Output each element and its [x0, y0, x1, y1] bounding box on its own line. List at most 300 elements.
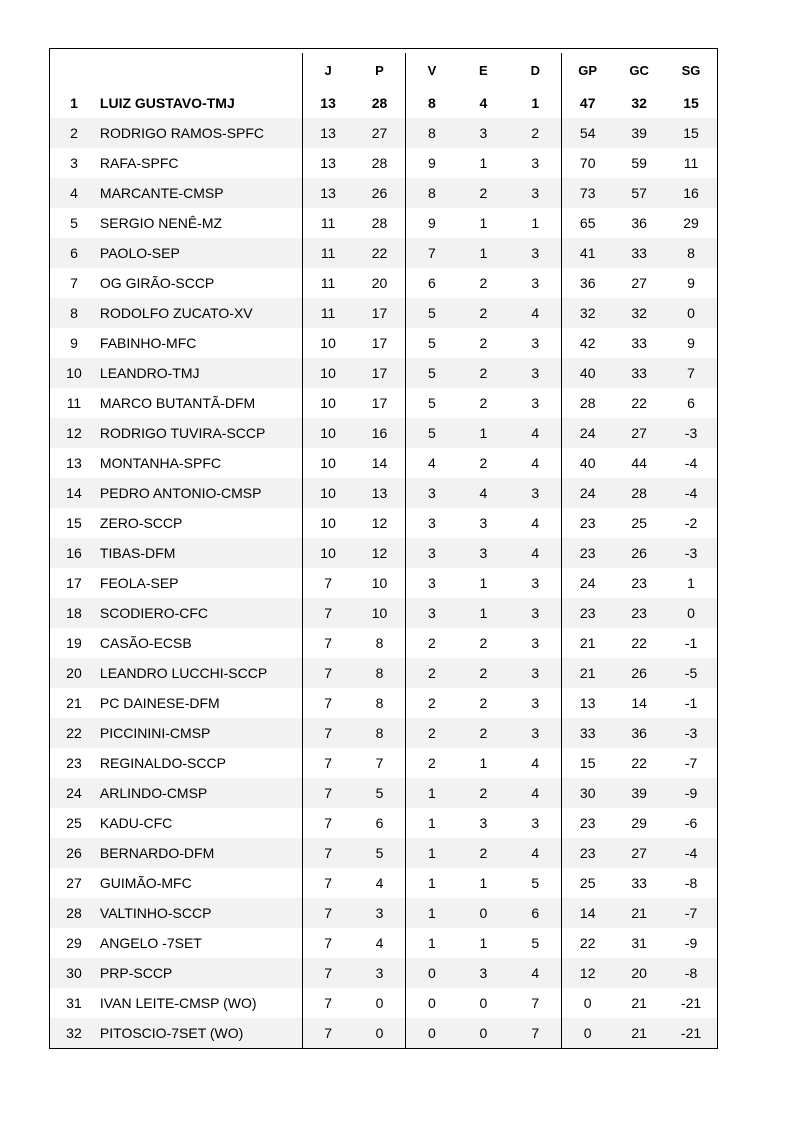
cell-gc: 59	[631, 155, 647, 171]
cell-pos: 5	[70, 215, 78, 231]
cell-pos: 4	[70, 185, 78, 201]
table-row	[50, 388, 717, 418]
cell-v: 5	[405, 358, 457, 388]
cell-d: 4	[531, 845, 540, 861]
cell-v: 9	[405, 148, 457, 178]
cell-gc: 36	[631, 725, 647, 741]
table-row	[50, 598, 717, 628]
cell-e: 1	[479, 155, 488, 171]
cell-j: 7	[302, 688, 354, 718]
cell-p: 8	[375, 665, 384, 681]
cell-e: 0	[479, 1025, 488, 1041]
table-row	[50, 658, 717, 688]
cell-v: 4	[405, 448, 457, 478]
cell-name: OG GIRÃO-SCCP	[99, 275, 215, 291]
cell-e: 3	[479, 125, 488, 141]
cell-gc: 25	[631, 515, 647, 531]
cell-gc: 26	[631, 665, 647, 681]
cell-e: 2	[479, 635, 488, 651]
cell-e: 1	[479, 935, 488, 951]
cell-pos: 18	[66, 605, 82, 621]
cell-v: 3	[405, 478, 457, 508]
cell-p: 3	[375, 965, 384, 981]
cell-gc: 22	[631, 395, 647, 411]
cell-name: ARLINDO-CMSP	[99, 785, 208, 801]
cell-d: 4	[531, 455, 540, 471]
cell-p: 8	[375, 725, 384, 741]
cell-gc: 21	[631, 905, 647, 921]
cell-j: 7	[302, 1018, 354, 1048]
cell-gc: 33	[631, 875, 647, 891]
cell-pos: 24	[66, 785, 82, 801]
cell-sg: -7	[684, 755, 698, 771]
cell-gp: 14	[561, 898, 613, 928]
cell-p: 22	[371, 245, 388, 261]
table-row	[50, 118, 717, 148]
table-row	[50, 1018, 717, 1048]
cell-sg: 7	[687, 365, 695, 381]
cell-e: 3	[479, 965, 488, 981]
cell-sg: 0	[687, 605, 695, 621]
cell-p: 10	[371, 605, 388, 621]
cell-name: PICCININI-CMSP	[99, 725, 211, 741]
cell-v: 2	[405, 718, 457, 748]
cell-name: VALTINHO-SCCP	[99, 905, 212, 921]
cell-gc: 33	[631, 365, 647, 381]
cell-d: 3	[531, 575, 540, 591]
cell-gp: 30	[561, 778, 613, 808]
cell-gc: 14	[631, 695, 647, 711]
cell-j: 10	[302, 328, 354, 358]
cell-j: 7	[302, 898, 354, 928]
cell-p: 17	[371, 395, 388, 411]
cell-name: RODRIGO TUVIRA-SCCP	[99, 425, 266, 441]
cell-sg: 11	[683, 155, 699, 171]
cell-gp: 41	[561, 238, 613, 268]
cell-pos: 14	[66, 485, 82, 501]
cell-v: 1	[405, 928, 457, 958]
cell-pos: 22	[66, 725, 82, 741]
cell-j: 11	[302, 238, 354, 268]
cell-j: 7	[302, 868, 354, 898]
cell-pos: 17	[66, 575, 82, 591]
cell-name: FABINHO-MFC	[99, 335, 197, 351]
cell-v: 5	[405, 298, 457, 328]
cell-j: 7	[302, 958, 354, 988]
header-j: J	[302, 53, 354, 88]
cell-v: 5	[405, 328, 457, 358]
cell-e: 2	[479, 395, 488, 411]
cell-p: 20	[371, 275, 388, 291]
cell-v: 1	[405, 898, 457, 928]
cell-p: 27	[371, 125, 388, 141]
cell-d: 3	[531, 335, 540, 351]
cell-pos: 29	[66, 935, 82, 951]
cell-j: 7	[302, 598, 354, 628]
cell-d: 6	[531, 905, 540, 921]
cell-j: 10	[302, 388, 354, 418]
cell-v: 8	[405, 118, 457, 148]
cell-v: 1	[405, 868, 457, 898]
cell-v: 5	[405, 418, 457, 448]
cell-pos: 2	[70, 125, 78, 141]
cell-sg: 15	[683, 95, 699, 111]
table-header-row	[50, 49, 717, 88]
cell-p: 28	[371, 155, 388, 171]
table-row	[50, 298, 717, 328]
cell-sg: 0	[687, 305, 695, 321]
cell-v: 8	[405, 88, 457, 118]
table-row	[50, 628, 717, 658]
cell-e: 2	[479, 845, 488, 861]
cell-v: 2	[405, 688, 457, 718]
cell-d: 3	[531, 665, 540, 681]
cell-e: 1	[479, 575, 488, 591]
table-row	[50, 328, 717, 358]
cell-sg: -5	[684, 665, 698, 681]
table-row	[50, 178, 717, 208]
cell-p: 12	[371, 515, 388, 531]
cell-gp: 21	[561, 628, 613, 658]
cell-gp: 25	[561, 868, 613, 898]
cell-gc: 32	[631, 95, 647, 111]
cell-e: 1	[479, 245, 488, 261]
table-row	[50, 208, 717, 238]
cell-pos: 15	[66, 515, 82, 531]
cell-gp: 0	[561, 1018, 613, 1048]
table-row	[50, 898, 717, 928]
cell-p: 8	[375, 635, 384, 651]
cell-j: 10	[302, 358, 354, 388]
cell-d: 1	[531, 95, 540, 111]
table-row	[50, 358, 717, 388]
cell-p: 26	[371, 185, 388, 201]
cell-v: 0	[405, 958, 457, 988]
cell-sg: -1	[684, 635, 698, 651]
cell-j: 10	[302, 448, 354, 478]
header-p: P	[375, 63, 384, 78]
cell-gc: 29	[631, 815, 647, 831]
cell-d: 3	[531, 815, 540, 831]
cell-pos: 23	[66, 755, 82, 771]
table-row	[50, 238, 717, 268]
cell-name: PEDRO ANTONIO-CMSP	[99, 485, 262, 501]
table-row	[50, 868, 717, 898]
cell-v: 1	[405, 778, 457, 808]
cell-gc: 26	[631, 545, 647, 561]
cell-gp: 24	[561, 478, 613, 508]
header-pos	[50, 53, 98, 88]
cell-d: 5	[531, 875, 540, 891]
cell-sg: -8	[684, 875, 698, 891]
cell-gp: 23	[561, 538, 613, 568]
table-row	[50, 268, 717, 298]
table-row	[50, 988, 717, 1018]
cell-gp: 23	[561, 598, 613, 628]
cell-p: 28	[371, 215, 388, 231]
cell-pos: 30	[66, 965, 82, 981]
cell-pos: 3	[70, 155, 78, 171]
cell-v: 1	[405, 838, 457, 868]
cell-name: KADU-CFC	[99, 815, 173, 831]
cell-e: 4	[479, 95, 488, 111]
cell-d: 4	[531, 305, 540, 321]
cell-d: 4	[531, 515, 540, 531]
cell-gp: 33	[561, 718, 613, 748]
table-row	[50, 568, 717, 598]
cell-gc: 21	[631, 995, 647, 1011]
cell-j: 7	[302, 628, 354, 658]
cell-gp: 23	[561, 508, 613, 538]
cell-pos: 16	[66, 545, 82, 561]
cell-d: 3	[531, 245, 540, 261]
cell-e: 1	[479, 605, 488, 621]
cell-pos: 8	[70, 305, 78, 321]
cell-j: 7	[302, 778, 354, 808]
cell-pos: 26	[66, 845, 82, 861]
cell-e: 2	[479, 455, 488, 471]
cell-v: 2	[405, 658, 457, 688]
cell-sg: 29	[683, 215, 699, 231]
cell-v: 1	[405, 808, 457, 838]
cell-d: 3	[531, 155, 540, 171]
cell-e: 2	[479, 275, 488, 291]
table-row	[50, 838, 717, 868]
cell-e: 2	[479, 185, 488, 201]
cell-sg: 9	[687, 335, 695, 351]
cell-gp: 42	[561, 328, 613, 358]
cell-gp: 24	[561, 418, 613, 448]
cell-d: 2	[531, 125, 540, 141]
cell-gp: 28	[561, 388, 613, 418]
cell-name: CASÃO-ECSB	[99, 635, 192, 651]
cell-p: 16	[371, 425, 388, 441]
table-row	[50, 748, 717, 778]
header-sg: SG	[681, 63, 701, 78]
cell-p: 17	[371, 335, 388, 351]
cell-gp: 65	[561, 208, 613, 238]
cell-e: 0	[479, 995, 488, 1011]
cell-sg: 16	[683, 185, 699, 201]
cell-name: PC DAINESE-DFM	[99, 695, 220, 711]
cell-gp: 15	[561, 748, 613, 778]
cell-gc: 23	[631, 575, 647, 591]
cell-j: 11	[302, 268, 354, 298]
cell-v: 3	[405, 568, 457, 598]
cell-gp: 70	[561, 148, 613, 178]
cell-gc: 20	[631, 965, 647, 981]
cell-p: 0	[375, 995, 384, 1011]
cell-name: SERGIO NENÊ-MZ	[99, 215, 223, 231]
cell-sg: -8	[684, 965, 698, 981]
cell-gp: 73	[561, 178, 613, 208]
cell-d: 4	[531, 755, 540, 771]
cell-d: 3	[531, 695, 540, 711]
cell-d: 3	[531, 365, 540, 381]
cell-pos: 7	[70, 275, 78, 291]
cell-j: 7	[302, 568, 354, 598]
cell-pos: 13	[66, 455, 82, 471]
cell-sg: -4	[684, 455, 698, 471]
cell-j: 7	[302, 808, 354, 838]
cell-gp: 21	[561, 658, 613, 688]
header-v: V	[405, 53, 457, 88]
cell-gp: 12	[561, 958, 613, 988]
cell-sg: 6	[687, 395, 695, 411]
cell-pos: 25	[66, 815, 82, 831]
table-row	[50, 778, 717, 808]
cell-name: ZERO-SCCP	[99, 515, 183, 531]
cell-pos: 28	[66, 905, 82, 921]
cell-p: 0	[375, 1025, 384, 1041]
cell-gc: 27	[631, 845, 647, 861]
cell-e: 1	[479, 425, 488, 441]
cell-sg: -21	[680, 1025, 702, 1041]
cell-sg: -3	[684, 725, 698, 741]
cell-p: 4	[375, 935, 384, 951]
cell-e: 3	[479, 515, 488, 531]
cell-d: 3	[531, 185, 540, 201]
cell-p: 28	[371, 95, 388, 111]
cell-name: PAOLO-SEP	[99, 245, 180, 261]
cell-j: 13	[302, 88, 354, 118]
cell-sg: -7	[684, 905, 698, 921]
cell-sg: 9	[687, 275, 695, 291]
cell-pos: 6	[70, 245, 78, 261]
standings-table	[49, 48, 718, 1049]
cell-e: 4	[479, 485, 488, 501]
cell-name: MARCO BUTANTÃ-DFM	[99, 395, 256, 411]
cell-name: TIBAS-DFM	[99, 545, 176, 561]
table-row	[50, 418, 717, 448]
cell-e: 1	[479, 755, 488, 771]
cell-gp: 32	[561, 298, 613, 328]
cell-j: 11	[302, 208, 354, 238]
cell-j: 13	[302, 178, 354, 208]
table-row	[50, 538, 717, 568]
cell-d: 4	[531, 965, 540, 981]
cell-sg: -3	[684, 545, 698, 561]
cell-gp: 47	[561, 88, 613, 118]
cell-gc: 31	[631, 935, 647, 951]
cell-sg: 1	[687, 575, 695, 591]
cell-gc: 27	[631, 275, 647, 291]
cell-j: 7	[302, 658, 354, 688]
cell-name: RODOLFO ZUCATO-XV	[99, 305, 253, 321]
cell-v: 3	[405, 538, 457, 568]
cell-j: 7	[302, 838, 354, 868]
cell-v: 2	[405, 628, 457, 658]
cell-sg: 8	[687, 245, 695, 261]
cell-pos: 32	[66, 1025, 82, 1041]
cell-sg: -1	[684, 695, 698, 711]
table-row	[50, 958, 717, 988]
cell-gc: 22	[631, 755, 647, 771]
cell-gp: 36	[561, 268, 613, 298]
table-row	[50, 478, 717, 508]
cell-sg: -4	[684, 485, 698, 501]
cell-v: 3	[405, 598, 457, 628]
cell-p: 5	[375, 785, 384, 801]
cell-name: BERNARDO-DFM	[99, 845, 215, 861]
cell-p: 4	[375, 875, 384, 891]
cell-pos: 12	[66, 425, 82, 441]
cell-e: 2	[479, 665, 488, 681]
table-row	[50, 88, 717, 118]
cell-name: RAFA-SPFC	[99, 155, 179, 171]
cell-d: 3	[531, 275, 540, 291]
cell-gc: 27	[631, 425, 647, 441]
cell-j: 10	[302, 418, 354, 448]
table-row	[50, 718, 717, 748]
cell-p: 8	[375, 695, 384, 711]
cell-gc: 36	[631, 215, 647, 231]
cell-gc: 23	[631, 605, 647, 621]
cell-pos: 10	[66, 365, 82, 381]
cell-j: 10	[302, 508, 354, 538]
cell-d: 3	[531, 635, 540, 651]
cell-gc: 33	[631, 335, 647, 351]
cell-name: LUIZ GUSTAVO-TMJ	[99, 95, 235, 111]
cell-gc: 33	[631, 245, 647, 261]
cell-name: RODRIGO RAMOS-SPFC	[99, 125, 265, 141]
table-row	[50, 688, 717, 718]
cell-gp: 23	[561, 838, 613, 868]
cell-v: 2	[405, 748, 457, 778]
cell-e: 2	[479, 335, 488, 351]
table-row	[50, 148, 717, 178]
cell-v: 0	[405, 1018, 457, 1048]
cell-d: 3	[531, 725, 540, 741]
cell-name: MARCANTE-CMSP	[99, 185, 224, 201]
cell-name: LEANDRO-TMJ	[99, 365, 200, 381]
cell-pos: 1	[70, 95, 78, 111]
cell-d: 3	[531, 485, 540, 501]
cell-gp: 24	[561, 568, 613, 598]
header-name	[98, 53, 302, 88]
cell-sg: -21	[680, 995, 702, 1011]
cell-p: 13	[371, 485, 388, 501]
cell-p: 17	[371, 305, 388, 321]
cell-e: 2	[479, 725, 488, 741]
cell-p: 7	[375, 755, 384, 771]
cell-j: 7	[302, 928, 354, 958]
cell-gc: 32	[631, 305, 647, 321]
cell-p: 3	[375, 905, 384, 921]
cell-e: 3	[479, 815, 488, 831]
table-row	[50, 808, 717, 838]
cell-e: 3	[479, 545, 488, 561]
cell-d: 4	[531, 425, 540, 441]
cell-e: 1	[479, 875, 488, 891]
cell-pos: 19	[66, 635, 82, 651]
cell-sg: -4	[684, 845, 698, 861]
cell-name: ANGELO -7SET	[99, 935, 202, 951]
cell-p: 6	[375, 815, 384, 831]
cell-e: 2	[479, 305, 488, 321]
table-row	[50, 448, 717, 478]
cell-d: 3	[531, 395, 540, 411]
cell-pos: 21	[66, 695, 82, 711]
cell-name: REGINALDO-SCCP	[99, 755, 226, 771]
cell-d: 7	[531, 995, 540, 1011]
cell-j: 13	[302, 118, 354, 148]
table-body	[50, 88, 717, 1048]
cell-v: 8	[405, 178, 457, 208]
header-gp: GP	[561, 53, 613, 88]
cell-gp: 23	[561, 808, 613, 838]
cell-pos: 20	[66, 665, 82, 681]
